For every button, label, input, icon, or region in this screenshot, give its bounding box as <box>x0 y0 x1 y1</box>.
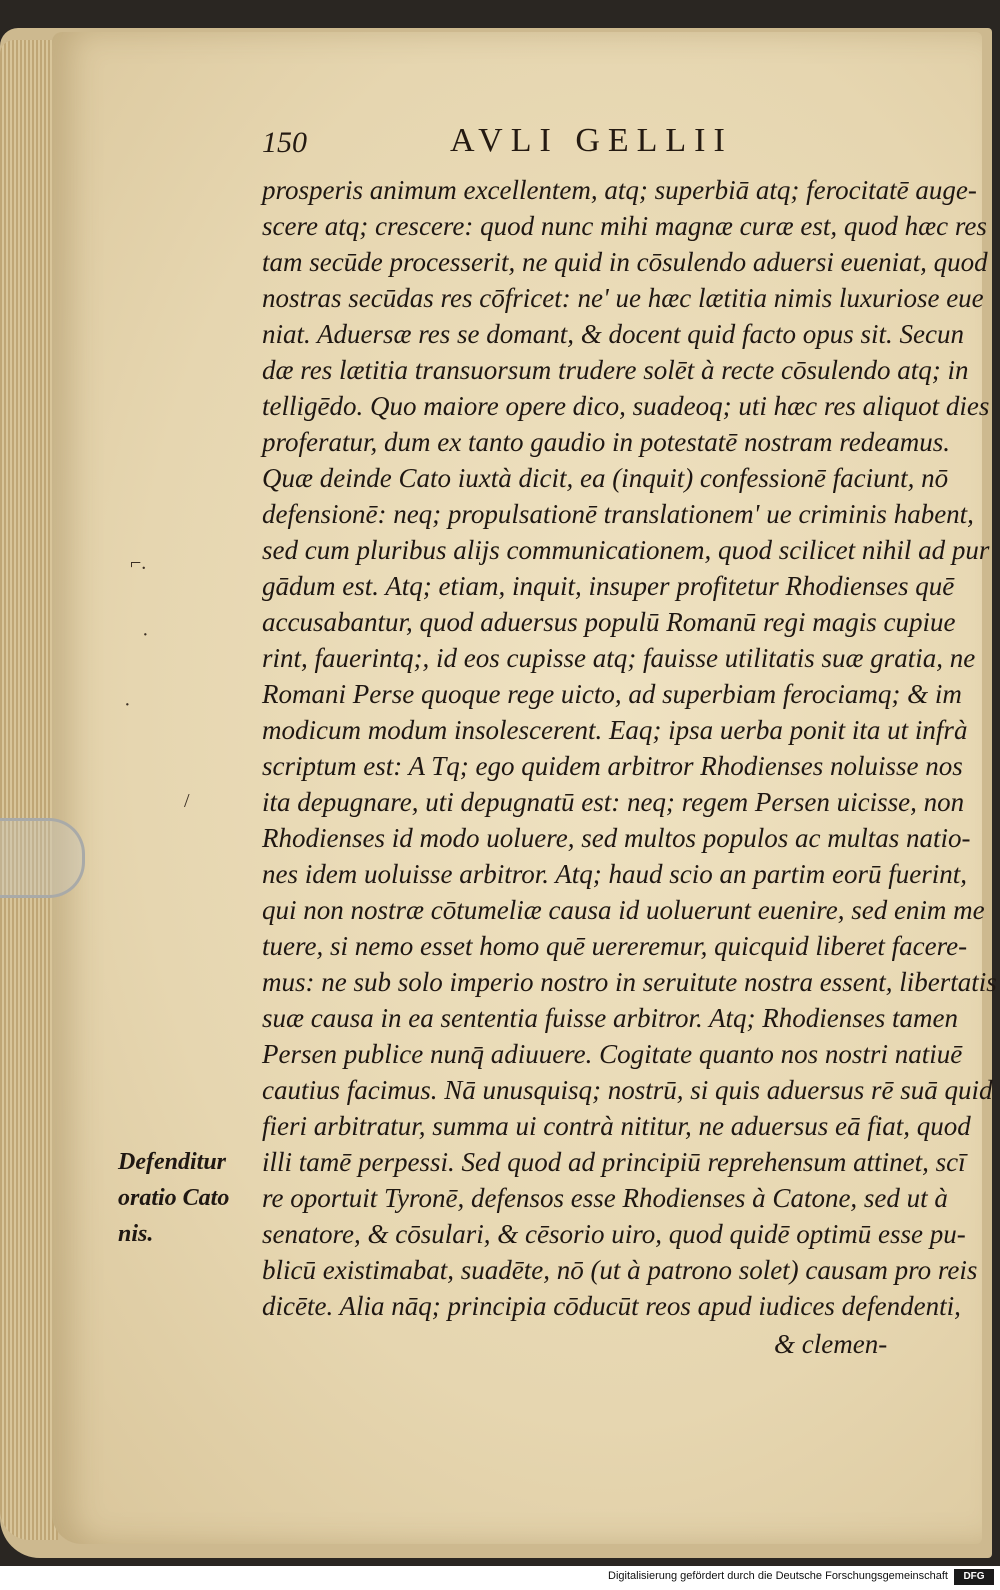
text-line: proferatur, dum ex tanto gaudio in potestatē nostram redeamus. <box>262 427 950 457</box>
text-line: Romani Perse quoque rege uicto, ad superbiam ferociamq; & im <box>262 679 962 709</box>
text-line: tuere, si nemo esset homo quē uereremur, quicquid liberet facere- <box>262 931 968 961</box>
text-line: modicum modum insolescerent. Eaq; ipsa uerba ponit ita ut infrà <box>262 715 968 745</box>
text-line: accusabantur, quod aduersus populū Romanū regi magis cupiue <box>262 607 956 637</box>
text-line: Quæ deinde Cato iuxtà dicit, ea (inquit) confessionē faciunt, nō <box>262 463 949 493</box>
margin-mark: · <box>142 624 149 646</box>
running-head <box>262 122 902 168</box>
text-line: senatore, & cōsulari, & cēsorio uiro, quod quidē optimū esse pu- <box>262 1219 966 1249</box>
text-line: nes idem uoluisse arbitror. Atq; haud scio an partim eorū fuerint, <box>262 859 967 889</box>
catchword: & clemen- <box>774 1329 888 1359</box>
text-line: dæ res lætitia transuorsum trudere solēt à recte cōsulendo atq; in <box>262 355 969 385</box>
text-line: mus: ne sub solo imperio nostro in seruitute nostra essent, libertatis <box>262 967 997 997</box>
paper-clip <box>0 818 85 898</box>
text-line: blicū existimabat, suadēte, nō (ut à patrono solet) causam pro reis <box>262 1255 978 1285</box>
marginal-note-line: oratio Cato <box>118 1185 230 1211</box>
text-line: qui non nostræ cōtumeliæ causa id uoluerunt euenire, sed enim me <box>262 895 985 925</box>
text-line: dicēte. Alia nāq; principia cōducūt reos apud iudices defendenti, <box>262 1291 961 1321</box>
footer-bar <box>0 1566 1000 1590</box>
page-edges <box>0 40 58 1540</box>
text-line: fieri arbitratur, summa ui contrà nititur, ne aduersus eā fiat, quod <box>262 1111 971 1141</box>
text-line: scriptum est: A Tq; ego quidem arbitror Rhodienses noluisse nos <box>262 751 963 781</box>
text-line: tam secūde processerit, ne quid in cōsulendo aduersi eueniat, quod <box>262 247 988 277</box>
text-line: Persen publice nunq̄ adiuuere. Cogitate quanto nos nostri natiuē <box>262 1039 963 1069</box>
text-line: rint, fauerintq;, id eos cupisse atq; fauisse utilitatis suæ gratia, ne <box>262 643 976 673</box>
text-line: defensionē: neq; propulsationē translationem' ue criminis habent, <box>262 499 974 529</box>
text-line: illi tamē perpessi. Sed quod ad principiū reprehensum attinet, scī <box>262 1147 966 1177</box>
page-number: 150 <box>262 126 307 159</box>
footer-credit: Digitalisierung gefördert durch die Deutsche Forschungsgemeinschaft <box>608 1570 948 1582</box>
text-line: scere atq; crescere: quod nunc mihi magnæ curæ est, quod hæc res <box>262 211 987 241</box>
marginal-note-line: nis. <box>118 1221 154 1247</box>
margin-mark: · <box>124 694 131 716</box>
text-line: ita depugnare, uti depugnatū est: neq; regem Persen uicisse, non <box>262 787 965 817</box>
text-line: sed cum pluribus alijs communicationem, quod scilicet nihil ad pur <box>262 535 990 565</box>
text-line: Rhodienses id modo uoluere, sed multos populos ac multas natio- <box>262 823 971 853</box>
text-line: prosperis animum excellentem, atq; superbiā atq; ferocitatē auge- <box>262 175 977 205</box>
text-line: gādum est. Atq; etiam, inquit, insuper profitetur Rhodienses quē <box>262 571 955 601</box>
text-line: nostras secūdas res cōfricet: ne' ue hæc lætitia nimis luxuriose eue <box>262 283 984 313</box>
marginal-note-line: Defenditur <box>118 1149 226 1175</box>
text-line: re oportuit Tyronē, defensos esse Rhodienses à Catone, sed ut à <box>262 1183 948 1213</box>
dfg-logo-icon: DFG <box>954 1569 994 1585</box>
margin-mark: ⌐. <box>130 552 147 574</box>
text-line: telligēdo. Quo maiore opere dico, suadeoq; uti hæc res aliquot dies <box>262 391 990 421</box>
text-line: suæ causa in ea sententia fuisse arbitror. Atq; Rhodienses tamen <box>262 1003 958 1033</box>
text-line: niat. Aduersæ res se domant, & docent quid facto opus sit. Secun <box>262 319 964 349</box>
running-title: AVLI GELLII <box>450 122 733 159</box>
text-line: cautius facimus. Nā unusquisq; nostrū, si quis aduersus rē suā quid <box>262 1075 993 1105</box>
margin-mark: / <box>184 790 190 812</box>
